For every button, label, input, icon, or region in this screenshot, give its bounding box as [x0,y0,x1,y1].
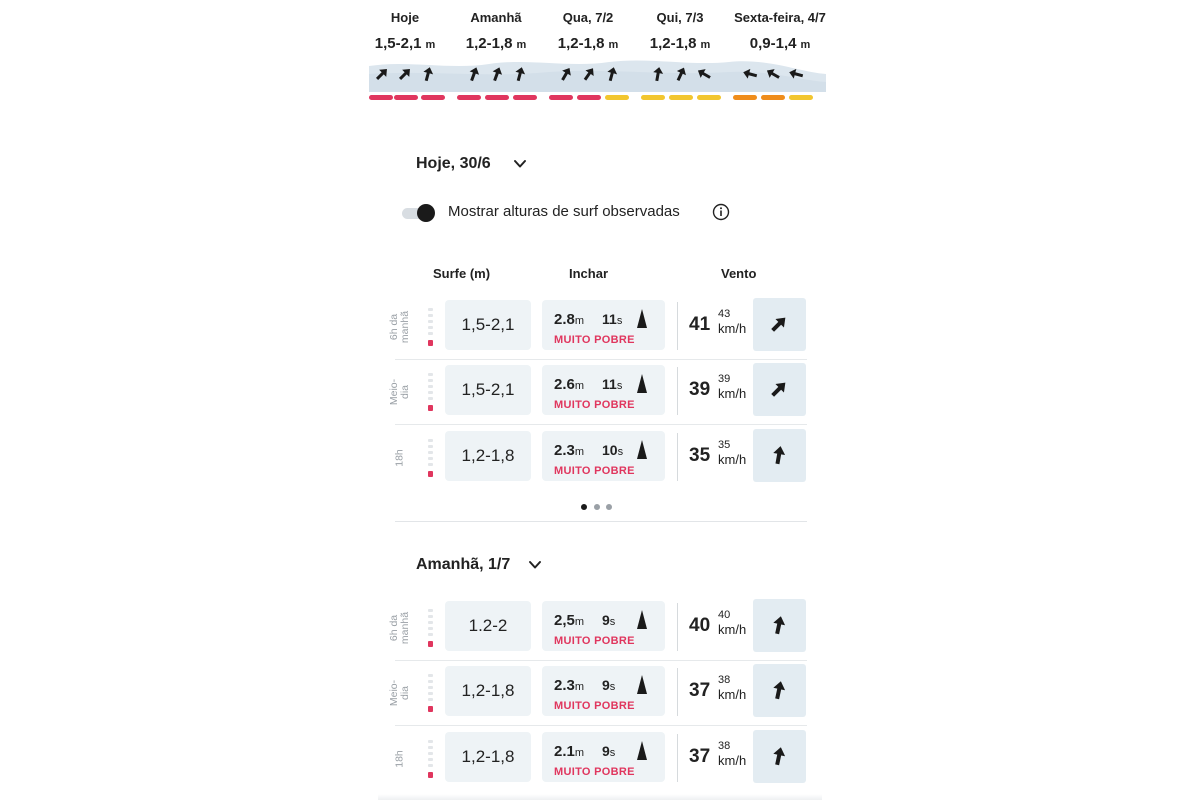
wind-arrow-n-icon [465,65,483,83]
wind-arrow-ne-icon [672,65,690,83]
wind-direction [753,429,806,482]
surf-gauge [428,439,433,477]
divider [677,668,678,716]
swell-direction-icon [636,308,648,330]
wind-arrow-w-icon [787,65,805,83]
swell-direction-icon [636,674,648,696]
day-range: 1,5-2,1 m [374,35,436,52]
divider [677,734,678,782]
swell-period: 11s [602,376,623,392]
day-range: 0,9-1,4 m [749,35,811,52]
forecast-row[interactable] [388,601,807,655]
wind-direction-arrow-icon [768,313,790,335]
divider [677,302,678,350]
chevron-down-icon[interactable] [528,558,542,572]
column-header-swell: Inchar [569,266,609,281]
surf-gauge [428,609,433,647]
day-range: 1,2-1,8 m [465,35,527,52]
divider [677,603,678,651]
rating-dash [369,95,393,100]
surf-height: 1,5-2,1 [445,365,531,415]
swell-height: 2.6m [554,376,585,393]
wind-speed: 40 [689,615,711,636]
swell-height: 2,5m [554,612,585,629]
wind-arrow-nw-icon [764,65,782,83]
wind-direction-arrow-icon [768,378,790,400]
wind-speed: 41 [689,314,711,335]
row-divider [395,359,807,360]
page-dot-active[interactable] [581,504,587,510]
wind-speed: 35 [689,445,711,466]
column-header-surf: Surfe (m) [433,266,491,281]
day-name: Qua, 7/2 [562,10,614,25]
info-icon[interactable] [712,203,730,221]
wind-gust: 38 [718,674,731,686]
wind-direction-arrow-icon [768,614,790,636]
section-divider [395,521,807,522]
forecast-row[interactable] [388,300,807,354]
divider [677,367,678,415]
page-dot[interactable] [594,504,600,510]
wind-arrow-ne-icon [373,65,391,83]
rating-dash [697,95,721,100]
divider [677,433,678,481]
swell-box [542,666,665,716]
swell-direction-icon [636,740,648,762]
row-divider [395,725,807,726]
wind-speed: 37 [689,680,711,701]
swell-period: 10s [602,442,624,458]
wind-speed: 37 [689,746,711,767]
row-divider [395,424,807,425]
wind-arrow-n-icon [511,65,529,83]
rating-dash [513,95,537,100]
toggle-knob [417,204,435,222]
swell-quality: MUITO POBRE [554,766,635,778]
day-name: Amanhã [470,10,522,25]
time-label: 6h da manhã [388,310,411,344]
rating-dash [421,95,445,100]
wind-arrow-n-icon [488,65,506,83]
rating-dash [485,95,509,100]
wind-arrow-n-icon [603,65,621,83]
swell-height: 2.8m [554,311,585,328]
swell-period: 9s [602,677,616,693]
section-title-today[interactable]: Hoje, 30/6 [416,155,491,172]
wind-arrow-w-icon [741,65,759,83]
rating-dash [789,95,813,100]
swell-box [542,365,665,415]
swell-quality: MUITO POBRE [554,399,635,411]
time-label: Meio-dia [388,679,411,707]
wind-gust: 39 [718,373,731,385]
wind-unit: km/h [718,386,747,401]
forecast-row[interactable] [395,431,807,485]
wind-arrow-ne-icon [396,65,414,83]
rating-dash [761,95,785,100]
rating-dash [549,95,573,100]
swell-height: 2.3m [554,677,585,694]
wind-unit: km/h [718,687,747,702]
swell-quality: MUITO POBRE [554,700,635,712]
rating-dash [605,95,629,100]
surf-gauge [428,373,433,411]
rating-dash [394,95,418,100]
wind-gust: 43 [718,308,731,320]
rating-dash [641,95,665,100]
swell-period: 9s [602,743,616,759]
time-label: 18h [393,449,406,467]
wind-gust: 38 [718,740,731,752]
observed-heights-toggle[interactable] [400,204,436,222]
swell-box [542,601,665,651]
forecast-row[interactable] [395,732,807,786]
wind-direction [753,363,806,416]
swell-quality: MUITO POBRE [554,334,635,346]
column-header-wind: Vento [721,266,757,281]
rating-dash [733,95,757,100]
swell-direction-icon [636,609,648,631]
swell-period: 9s [602,612,616,628]
surf-gauge [428,674,433,712]
time-label: Meio-dia [388,378,411,406]
wind-unit: km/h [718,452,747,467]
surf-height: 1.2-2 [445,601,531,651]
swell-box [542,732,665,782]
section-title-tomorrow[interactable]: Amanhã, 1/7 [416,556,511,573]
forecast-row[interactable] [388,365,807,419]
wind-direction-arrow-icon [768,444,790,466]
rating-dash [669,95,693,100]
wind-arrow-n-icon [419,65,437,83]
rating-dash [577,95,601,100]
wind-arrow-n-icon [649,65,667,83]
surf-height: 1,2-1,8 [445,666,531,716]
swell-box [542,300,665,350]
swell-height: 2.1m [554,743,585,760]
wind-direction [753,599,806,652]
surf-gauge [428,740,433,778]
surf-gauge [428,308,433,346]
wind-unit: km/h [718,622,747,637]
forecast-strip[interactable] [369,0,826,113]
page-dot[interactable] [606,504,612,510]
wind-speed: 39 [689,379,711,400]
wind-direction [753,664,806,717]
wind-direction-arrow-icon [768,745,790,767]
row-divider [395,660,807,661]
wind-gust: 40 [718,609,731,621]
wind-unit: km/h [718,321,747,336]
bottom-edge [378,794,822,800]
time-label: 18h [393,750,406,768]
toggle-label: Mostrar alturas de surf observadas [448,203,680,220]
swell-direction-icon [636,373,648,395]
swell-box [542,431,665,481]
surf-height: 1,5-2,1 [445,300,531,350]
day-range: 1,2-1,8 m [649,35,711,52]
forecast-row[interactable] [388,666,807,720]
chevron-down-icon[interactable] [513,157,527,171]
day-range: 1,2-1,8 m [557,35,619,52]
surf-height: 1,2-1,8 [445,732,531,782]
surf-height: 1,2-1,8 [445,431,531,481]
day-name: Qui, 7/3 [656,10,704,25]
wind-direction [753,298,806,351]
swell-quality: MUITO POBRE [554,465,635,477]
swell-direction-icon [636,439,648,461]
wind-direction [753,730,806,783]
wind-arrow-ne-icon [580,65,598,83]
wind-gust: 35 [718,439,731,451]
wind-arrow-ne-icon [557,65,575,83]
swell-period: 11s [602,311,623,327]
day-name: Hoje [390,10,420,25]
wind-direction-arrow-icon [768,679,790,701]
rating-dash [457,95,481,100]
wind-unit: km/h [718,753,747,768]
day-name: Sexta-feira, 4/7 [734,10,826,25]
swell-height: 2.3m [554,442,585,459]
wind-arrow-nw-icon [695,65,713,83]
swell-quality: MUITO POBRE [554,635,635,647]
time-label: 6h da manhã [388,611,411,645]
